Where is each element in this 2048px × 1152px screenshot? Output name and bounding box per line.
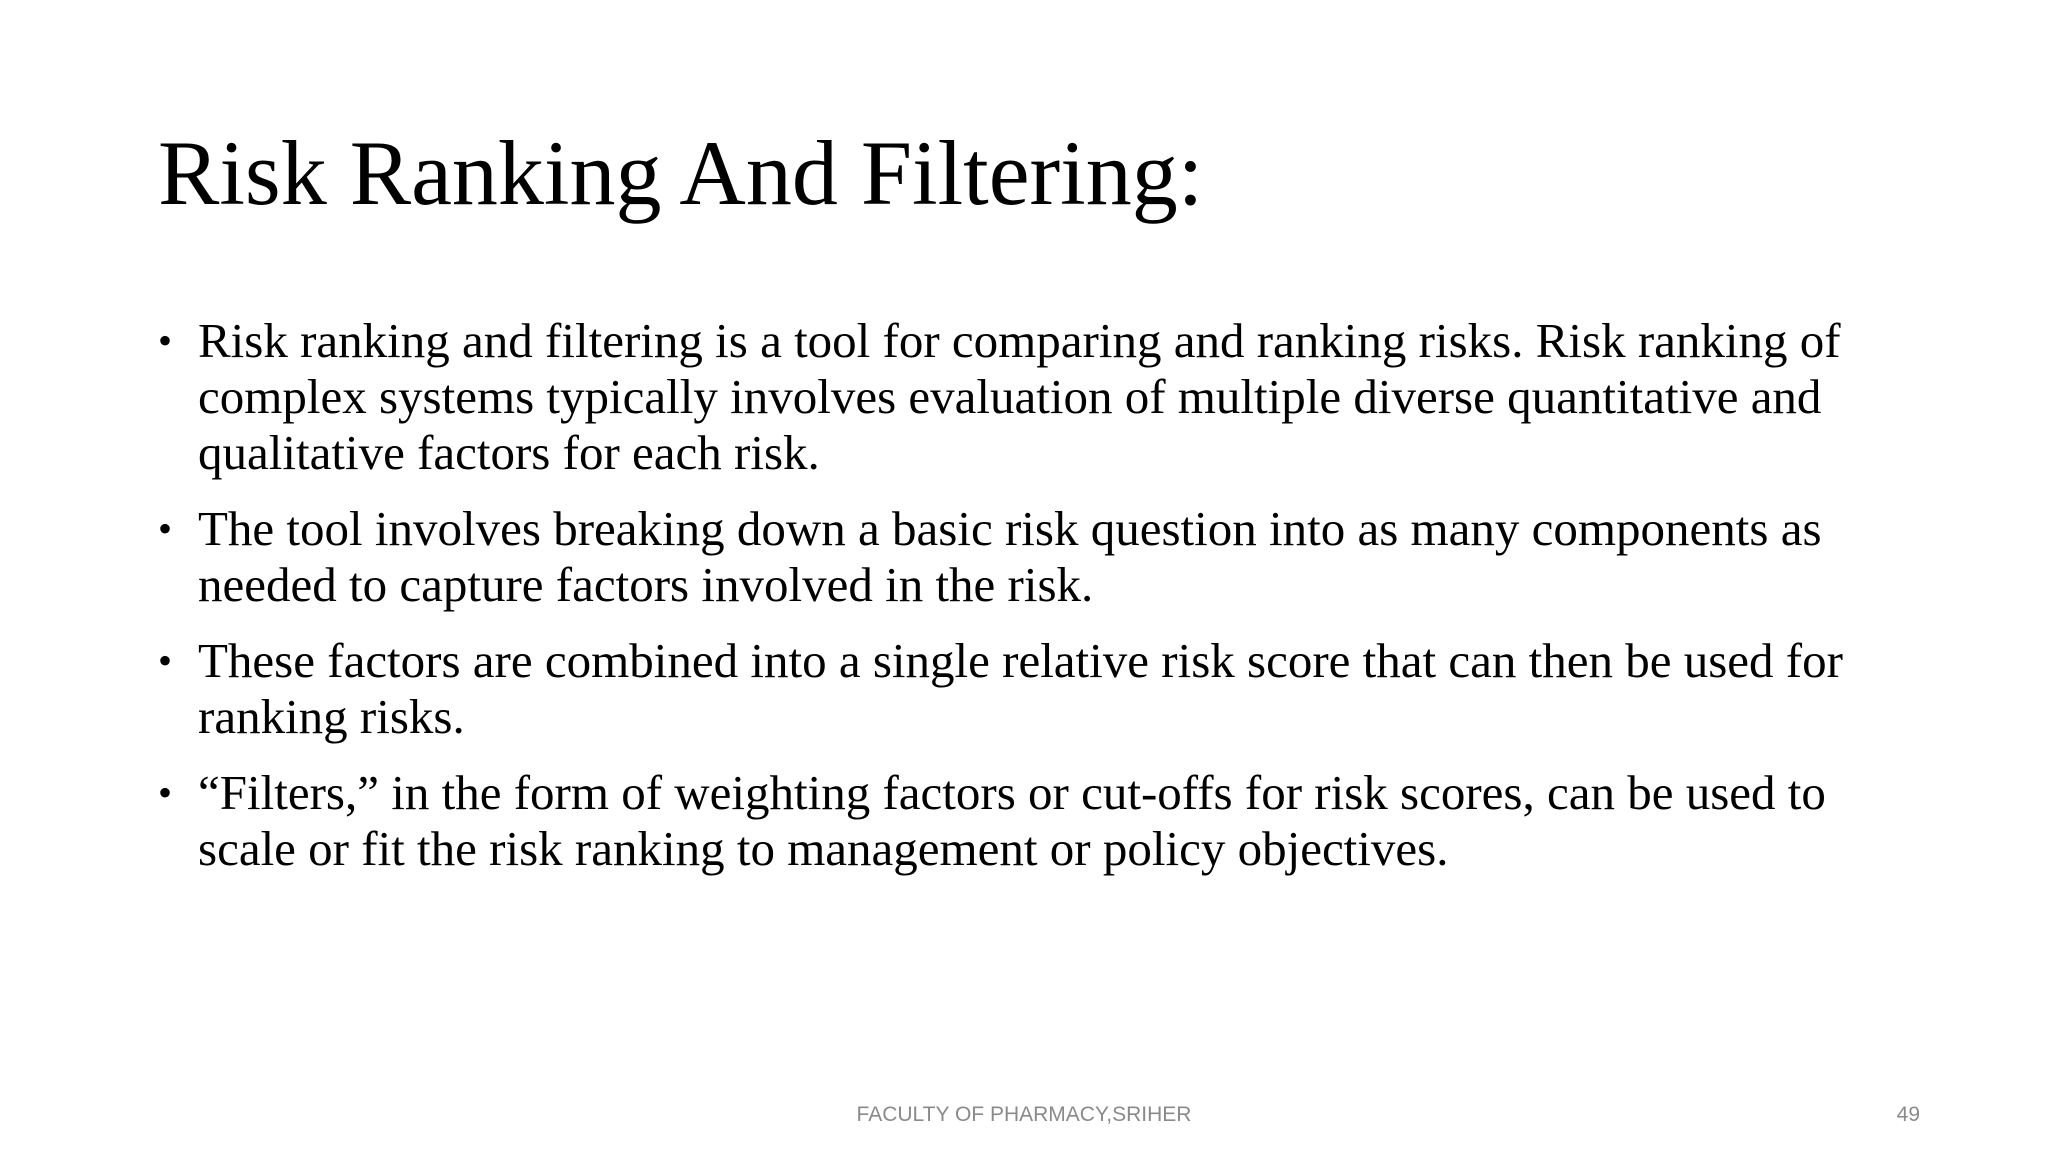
bullet-text: The tool involves breaking down a basic risk question into as many components as needed to capture factors involved in the risk. — [198, 501, 1822, 612]
bullet-item — [158, 501, 1898, 613]
slide-footer: FACULTY OF PHARMACY,SRIHER — [856, 1103, 1192, 1126]
bullet-item — [158, 633, 1898, 745]
bullet-text: “Filters,” in the form of weighting factors or cut-offs for risk scores, can be used to scale or fit the risk ranking to management or policy objectives. — [198, 765, 1826, 876]
bullet-text: Risk ranking and filtering is a tool for comparing and ranking risks. Risk ranking of complex systems typically involves evaluation of multiple diverse quantitative and qualitative factors for each risk. — [198, 313, 1841, 480]
bullet-item — [158, 765, 1898, 877]
slide-title: Risk Ranking And Filtering: — [158, 122, 1204, 224]
bullet-marker: • — [158, 638, 173, 683]
bullet-marker: • — [158, 318, 173, 363]
bullet-text: These factors are combined into a single relative risk score that can then be used for ranking risks. — [198, 633, 1843, 744]
page-number: 49 — [1896, 1103, 1920, 1126]
bullet-item — [158, 313, 1898, 481]
bullet-marker: • — [158, 770, 173, 815]
bullet-marker: • — [158, 506, 173, 551]
bullet-list — [158, 313, 1898, 897]
